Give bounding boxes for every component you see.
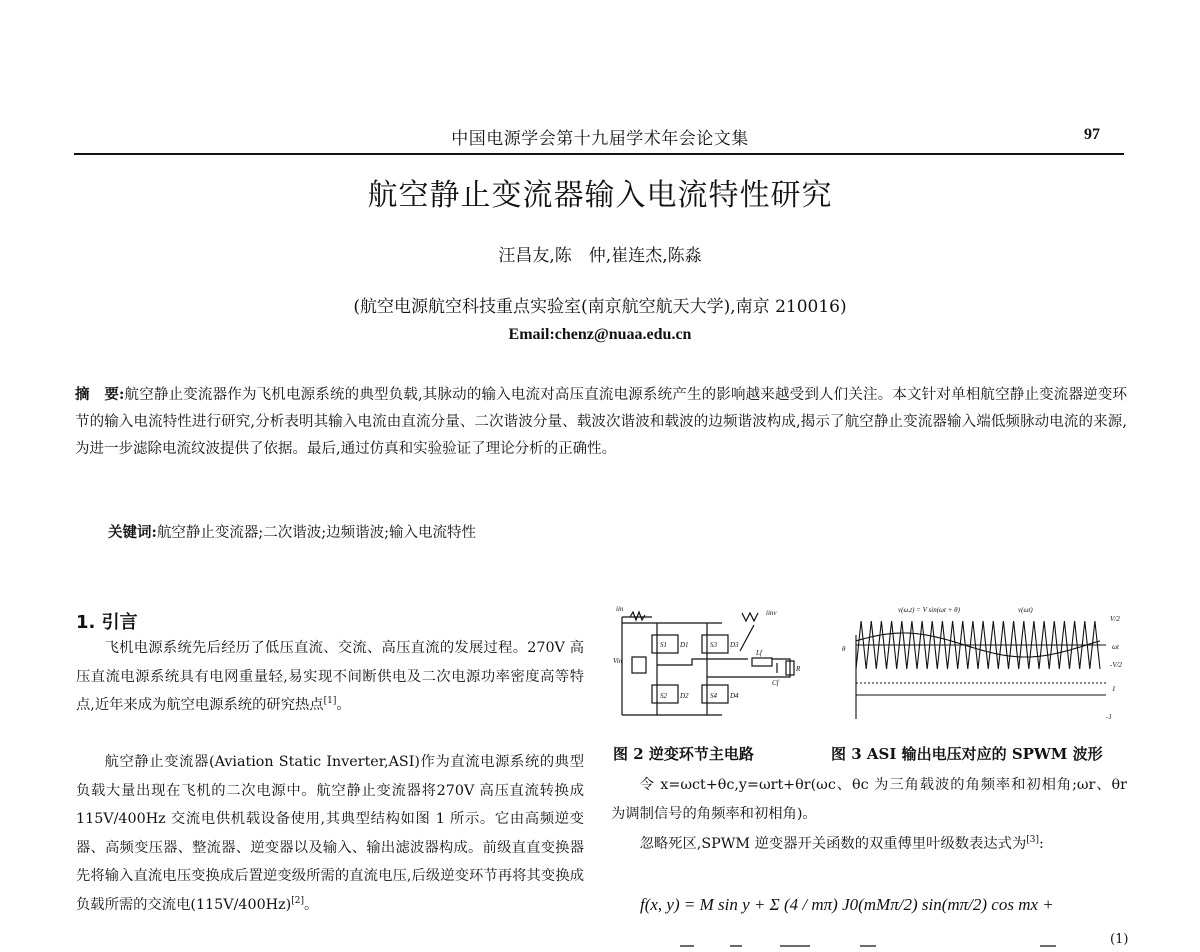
label-r: R: [796, 665, 801, 673]
label-d3: D3: [730, 641, 739, 649]
page-number: 97: [1084, 126, 1100, 143]
label-modulating-equation: v(ω,t) = V sin(ωt + θ): [898, 606, 960, 614]
load-loop: [748, 659, 790, 677]
abstract-label: 摘 要:: [75, 386, 125, 403]
label-s4: S4: [710, 692, 717, 700]
keywords-label: 关键词:: [108, 524, 157, 541]
figure-2-caption: 图 2 逆变环节主电路: [613, 745, 754, 763]
input-capacitor: [632, 657, 646, 673]
label-s3: S3: [710, 641, 717, 649]
equation-number: (1): [1110, 932, 1129, 947]
intro-paragraph-1-text: 飞机电源系统先后经历了低压直流、交流、高压直流的发展过程。270V 高压直流电源系统具有电网重量轻,易实现不间断供电及二次电源功率密度高等特点,近年来成为航空电源系统的研究热点: [76, 640, 584, 713]
email: Email:chenz@nuaa.edu.cn: [508, 326, 692, 343]
figure-2-circuit: [612, 603, 808, 731]
label-vdc-negative: -V/2: [1110, 661, 1123, 669]
variable-definition-paragraph: 令 x=ωct+θc,y=ωrt+θr(ωc、θc 为三角载波的角频率和初相角;ωr、θr 为调制信号的角频率和初相角)。: [611, 777, 1127, 822]
label-iinv: iinv: [766, 609, 777, 617]
label-d2: D2: [680, 692, 689, 700]
label-d1: D1: [680, 641, 689, 649]
intro-paragraph-2-text: 航空静止变流器(Aviation Static Inverter,ASI)作为直流电源系统的典型负载大量出现在飞机的二次电源中。航空静止变流器将270V 高压直流转换成 115V/400Hz 交流电供机载设备使用,其典型结构如图 1 所示。它由高频逆变器、高频变压器、整流器、逆变器以及输入、输出滤波器构成。前级直直变换器先将输入直流电压变换成后置逆变级所需的直流电压,后级逆变环节再将其变换成负载所需的交流电(115V/400Hz): [76, 754, 584, 913]
citation-2: [2]: [291, 895, 304, 906]
journal-header: 中国电源学会第十九届学术年会论文集: [451, 129, 749, 149]
keywords: [108, 521, 476, 542]
filter-inductor: [752, 658, 772, 666]
paper-title: 航空静止变流器输入电流特性研究: [367, 178, 833, 213]
section-heading-introduction: 1. 引言: [76, 612, 138, 633]
label-s1: S1: [660, 641, 667, 649]
citation-1: [1]: [323, 696, 337, 707]
label-lf: Lf: [756, 649, 762, 657]
input-current-wave: [630, 612, 645, 620]
abstract: [75, 381, 1127, 463]
intro-paragraph-1: [76, 634, 584, 720]
label-vdc-positive: V/2: [1110, 615, 1120, 623]
keywords-text: 航空静止变流器;二次谐波;边频谐波;输入电流特性: [156, 525, 477, 541]
intro-paragraph-1-end: 。: [336, 697, 351, 713]
fourier-intro-end: :: [1039, 836, 1044, 852]
fourier-intro-paragraph: [611, 830, 1127, 859]
label-one: 1: [1112, 685, 1116, 693]
label-s2: S2: [660, 692, 667, 700]
intro-paragraph-2-end: 。: [304, 896, 319, 913]
citation-3: [3]: [1026, 835, 1040, 846]
equation-1-line-1: f(x, y) = M sin y + Σ (4 / mπ) J0(mMπ/2) sin(mπ/2) cos mx +: [640, 895, 1054, 914]
authors: 汪昌友,陈 仲,崔连杰,陈淼: [498, 246, 702, 266]
abstract-text: 航空静止变流器作为飞机电源系统的典型负载,其脉动的输入电流对高压直流电源系统产生的影响越来越受到人们关注。本文针对单相航空静止变流器逆变环节的输入电流特性进行研究,分析表明其输入电流由直流分量、二次谐波分量、载波次谐波和载波的边频谐波构成,揭示了航空静止变流器输入端低频脉动电流的来源,为进一步滤除电流纹波提供了依据。最后,通过仿真和实验验证了理论分析的正确性。: [75, 387, 1127, 457]
affiliation: (航空电源航空科技重点实验室(南京航空航天大学),南京 210016): [353, 297, 847, 317]
intro-paragraph-2: [76, 748, 584, 919]
header-rule: [74, 153, 1124, 155]
inverter-current-wave: [742, 613, 758, 621]
label-carrier: v(ωt): [1018, 606, 1033, 614]
label-theta: θ: [842, 645, 846, 653]
pointer-line: [740, 625, 754, 651]
label-neg-one: -1: [1106, 713, 1112, 721]
label-d4: D4: [730, 692, 739, 700]
label-vin: Vin: [613, 657, 623, 665]
figure-3-spwm-waveform: [838, 603, 1128, 733]
label-omega-t: ωt: [1112, 643, 1119, 651]
label-iin: iin: [616, 605, 624, 613]
output-wire-top: [657, 659, 748, 665]
equation-1-line-2-cropped: [660, 940, 1080, 952]
label-cf: Cf: [772, 679, 779, 687]
fourier-intro-text: 忽略死区,SPWM 逆变器开关函数的双重傅里叶级数表达式为: [639, 836, 1027, 852]
figure-3-caption: 图 3 ASI 输出电压对应的 SPWM 波形: [831, 745, 1103, 763]
